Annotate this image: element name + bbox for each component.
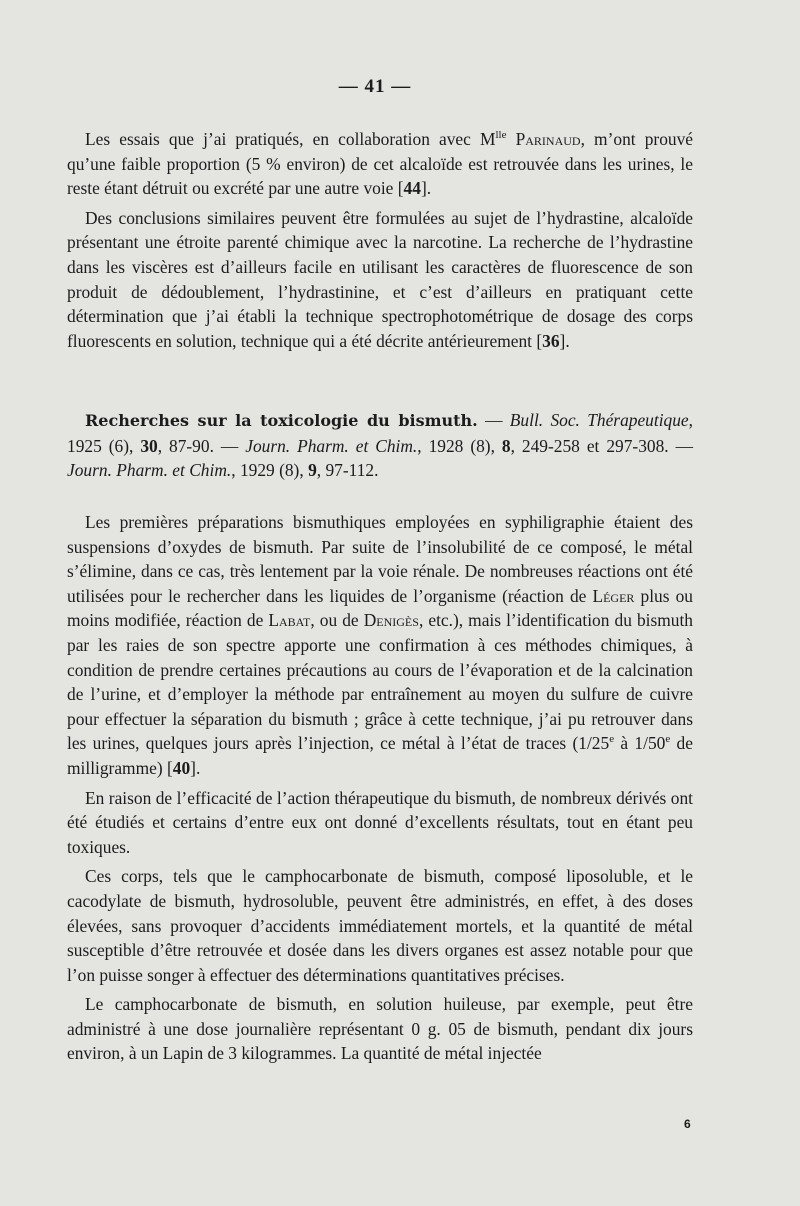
section-title: Recherches sur la toxicologie du bismuth. (85, 411, 478, 430)
reference-number: 44 (403, 178, 421, 199)
author-name: Parinaud (515, 129, 581, 149)
paragraph-1: Les essais que j’ai pratiqués, en collaboration avec $M^{lle}$ Parinaud, m’ont prouvé qu’une faible proportion (5 % environ) de cet alcaloïde est retrouvée dans les urines, le reste étant détruit ou excrété par une autre voie [44]. (67, 129, 693, 199)
paragraph-2: Des conclusions similaires peuvent être formulées au sujet de l’hydrastine, alcaloïde présentant une étroite parenté chimique avec la narcotine. La recherche de l’hydrastine dans les viscères est d’ailleurs facile en utilisant les caractères de fluorescence de son produit de dédoublement, l’hydrastinine, et c’est d’ailleurs en pratiquant cette détermination que j’ai établi la technique spectrophotométrique de dosage des corps fluorescents en solution, technique qui a été décrite antérieurement [36]. (67, 207, 693, 351)
signature-mark: 6 (684, 1117, 691, 1131)
reference-number: 40 (172, 757, 191, 778)
paragraph-5: Ces corps, tels que le camphocarbonate de bismuth, composé liposoluble, et le cacodylate de bismuth, hydrosoluble, peuvent être administrés, en effet, à des doses élevées, sans provoquer d’accidents immédiatement mortels, et la quantité de métal susceptible d’être retrouvée et dosée dans les divers organes est assez notable pour que l’on puisse songer à effectuer des déterminations quantitatives précises. (67, 866, 693, 985)
section-bismuth (67, 408, 693, 483)
section-alkaloids (67, 127, 693, 353)
paragraph-3: Les premières préparations bismuthiques employées en syphiligraphie étaient des suspensions d’oxydes de bismuth. Par suite de l’insolubilité de ce composé, le métal s’élimine, dans ce cas, très lentement par la voie rénale. De nombreuses réactions ont été utilisées pour le rechercher dans les liquides de l’organisme (réaction de Léger plus ou moins modifiée, réaction de Labat, ou de Denigès, etc.), mais l’identification du bismuth par les raies de son spectre apporte une confirmation à ces méthodes chimiques, à condition de prendre certaines précautions au cours de l’évaporation et de la calcination de l’urine, et d’employer la méthode par entraînement au moyen du sulfure de cuivre pour effectuer la séparation du bismuth ; grâce à cette technique, j’ai pu retrouver dans les urines, quelques jours après l’injection, ce métal à l’état de traces (1/25e à 1/50e de milligramme) [40]. (67, 512, 694, 778)
reference-number: 36 (542, 330, 560, 351)
section-bismuth-body (67, 510, 693, 1066)
paragraph-6: Le camphocarbonate de bismuth, en solution huileuse, par exemple, peut être administré à une dose journalière représentant 0 g. 05 de bismuth, pendant dix jours environ, à un Lapin de 3 kilogrammes. La quantité de métal injectée (67, 994, 693, 1064)
section-heading: Recherches sur la toxicologie du bismuth. — Bull. Soc. Thérapeutique, 1925 (6), 30, 87-90. — Journ. Pharm. et Chim., 1928 (8), 8, 249-258 et 297-308. — Journ. Pharm. et Chim., 1929 (8), 9, 97-112. (67, 410, 693, 481)
paragraph-4: En raison de l’efficacité de l’action thérapeutique du bismuth, de nombreux dérivés ont été étudiés et certains d’entre eux ont donné d’excellents résultats, tout en étant peu toxiques. (67, 787, 693, 857)
page-number: — 41 — (338, 76, 412, 97)
